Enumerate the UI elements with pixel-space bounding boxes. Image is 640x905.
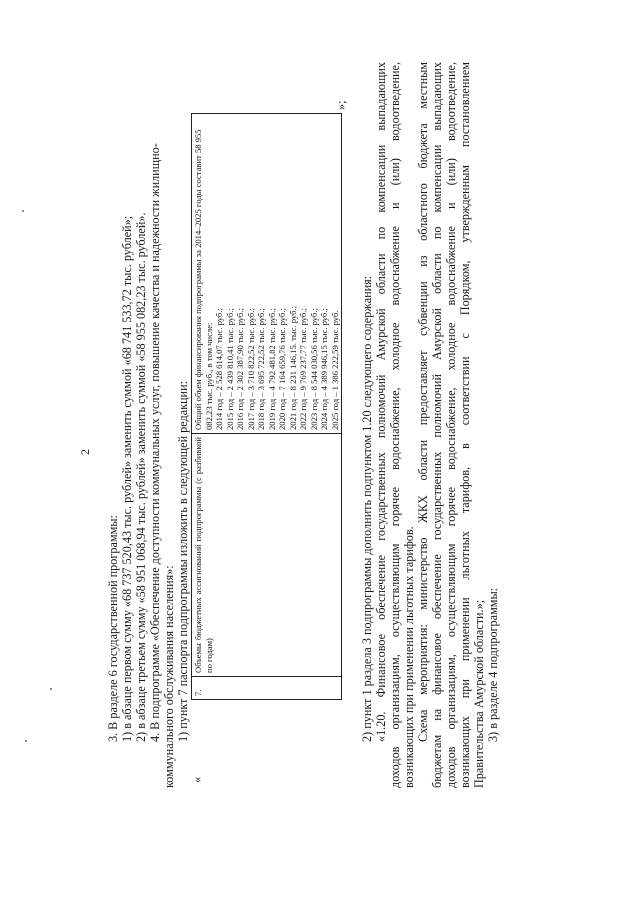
scan-speck [50, 688, 52, 690]
table-row [192, 114, 342, 700]
rotated-page-content [70, 52, 570, 852]
section-3-heading: 3. В разделе 6 государственной программы: [106, 515, 120, 742]
subitem-1-intro: 1) пункт 7 паспорта подпрограммы изложить в следующей редакции: [176, 381, 190, 742]
year-line: 2016 год – 2 302 387,90 тыс. руб.; [235, 308, 245, 430]
total-funding-text: Общий объем финансирования подпрограммы за 2014–2025 годы составит 58 955 082,23 тыс. руб., в том числе: [193, 129, 214, 430]
scheme-line-3: доходов организациям, осуществляющим горячее водоснабжение, холодное водоснабжение и (или) водоотведение, [444, 62, 458, 788]
year-line: 2024 год – 4 389 946,15 тыс. руб.; [319, 308, 329, 430]
scheme-line-1: Схема мероприятия: министерство ЖКХ области предоставляет субвенции из областного бюджета местным [416, 62, 430, 742]
row-value-cell [192, 114, 342, 434]
section-4-heading-cont: коммунального обслуживания населения»: [162, 565, 176, 788]
page-number: 2 [78, 449, 92, 455]
year-line: 2023 год – 8 544 030,56 тыс. руб.; [308, 308, 319, 430]
scheme-line-2: бюджетам на финансовое обеспечение государственных полномочий Амурской области по компенсации выпадающих [430, 62, 444, 788]
item-1-20-line-1: «1.20. Финансовое обеспечение государственных полномочий Амурской области по компенсации выпадающих [374, 62, 388, 742]
year-line: 2025 год – 1 386 222,59 тыс. руб. [329, 310, 340, 430]
scheme-line-4: возникающих при применении льготных тарифов, в соответствии с Порядком, утвержденным постановлением [458, 62, 472, 788]
page-body [70, 52, 570, 852]
year-line: 2018 год – 3 695 722,52 тыс. руб.; [256, 308, 266, 430]
year-line: 2019 год – 4 792 481,82 тыс. руб.; [266, 308, 277, 430]
year-line: 2014 год – 2 528 614,07 тыс. руб.; [214, 308, 224, 430]
item-1-20-line-3: возникающих при применении льготных тарифов. [402, 526, 416, 788]
scan-speck [22, 210, 24, 212]
row-label-cell: Объемы бюджетных ассигнований подпрограммы (с разбивкой по годам) [192, 434, 342, 677]
year-line: 2015 год – 2 439 810,41 тыс. руб.; [224, 308, 235, 430]
passport-table [191, 113, 342, 700]
scheme-line-5: Правительства Амурской области.»; [472, 599, 486, 788]
scan-speck [25, 740, 27, 742]
item-1-20-line-2: доходов организациям, осуществляющим горячее водоснабжение, холодное водоснабжение и (или) водоотведение, [388, 62, 402, 788]
subitem-2-intro: 2) пункт 1 раздела 3 подпрограммы дополнить подпунктом 1.20 следующего содержания: [360, 275, 374, 742]
section-3-item-2: 2) в абзаце третьем сумму «58 951 068,94 тыс. рублей» заменить суммой «58 955 082,23 тыс. рублей». [134, 212, 148, 742]
year-line: 2020 год – 7 164 659,76 тыс. руб.; [277, 308, 287, 430]
section-4-heading: 4. В подпрограмме «Обеспечение доступности коммунальных услуг, повышение качества и надежности жилищно- [148, 143, 162, 742]
year-line: 2017 год – 3 710 822,52 тыс. руб.; [245, 308, 256, 430]
year-line: 2022 год – 9 769 237,77 тыс. руб.; [298, 308, 308, 430]
subitem-3-intro: 3) в разделе 4 подпрограммы: [486, 587, 500, 742]
row-number-cell: 7. [192, 677, 342, 700]
closing-quote: »; [334, 100, 348, 110]
opening-quote: « [190, 776, 204, 783]
section-3-item-1: 1) в абзаце первом сумму «68 737 520,43 тыс. рублей» заменить суммой «68 741 533,72 тыс. рублей»; [120, 215, 134, 742]
year-line: 2021 год – 8 231 146,15. тыс. руб.; [287, 306, 298, 430]
